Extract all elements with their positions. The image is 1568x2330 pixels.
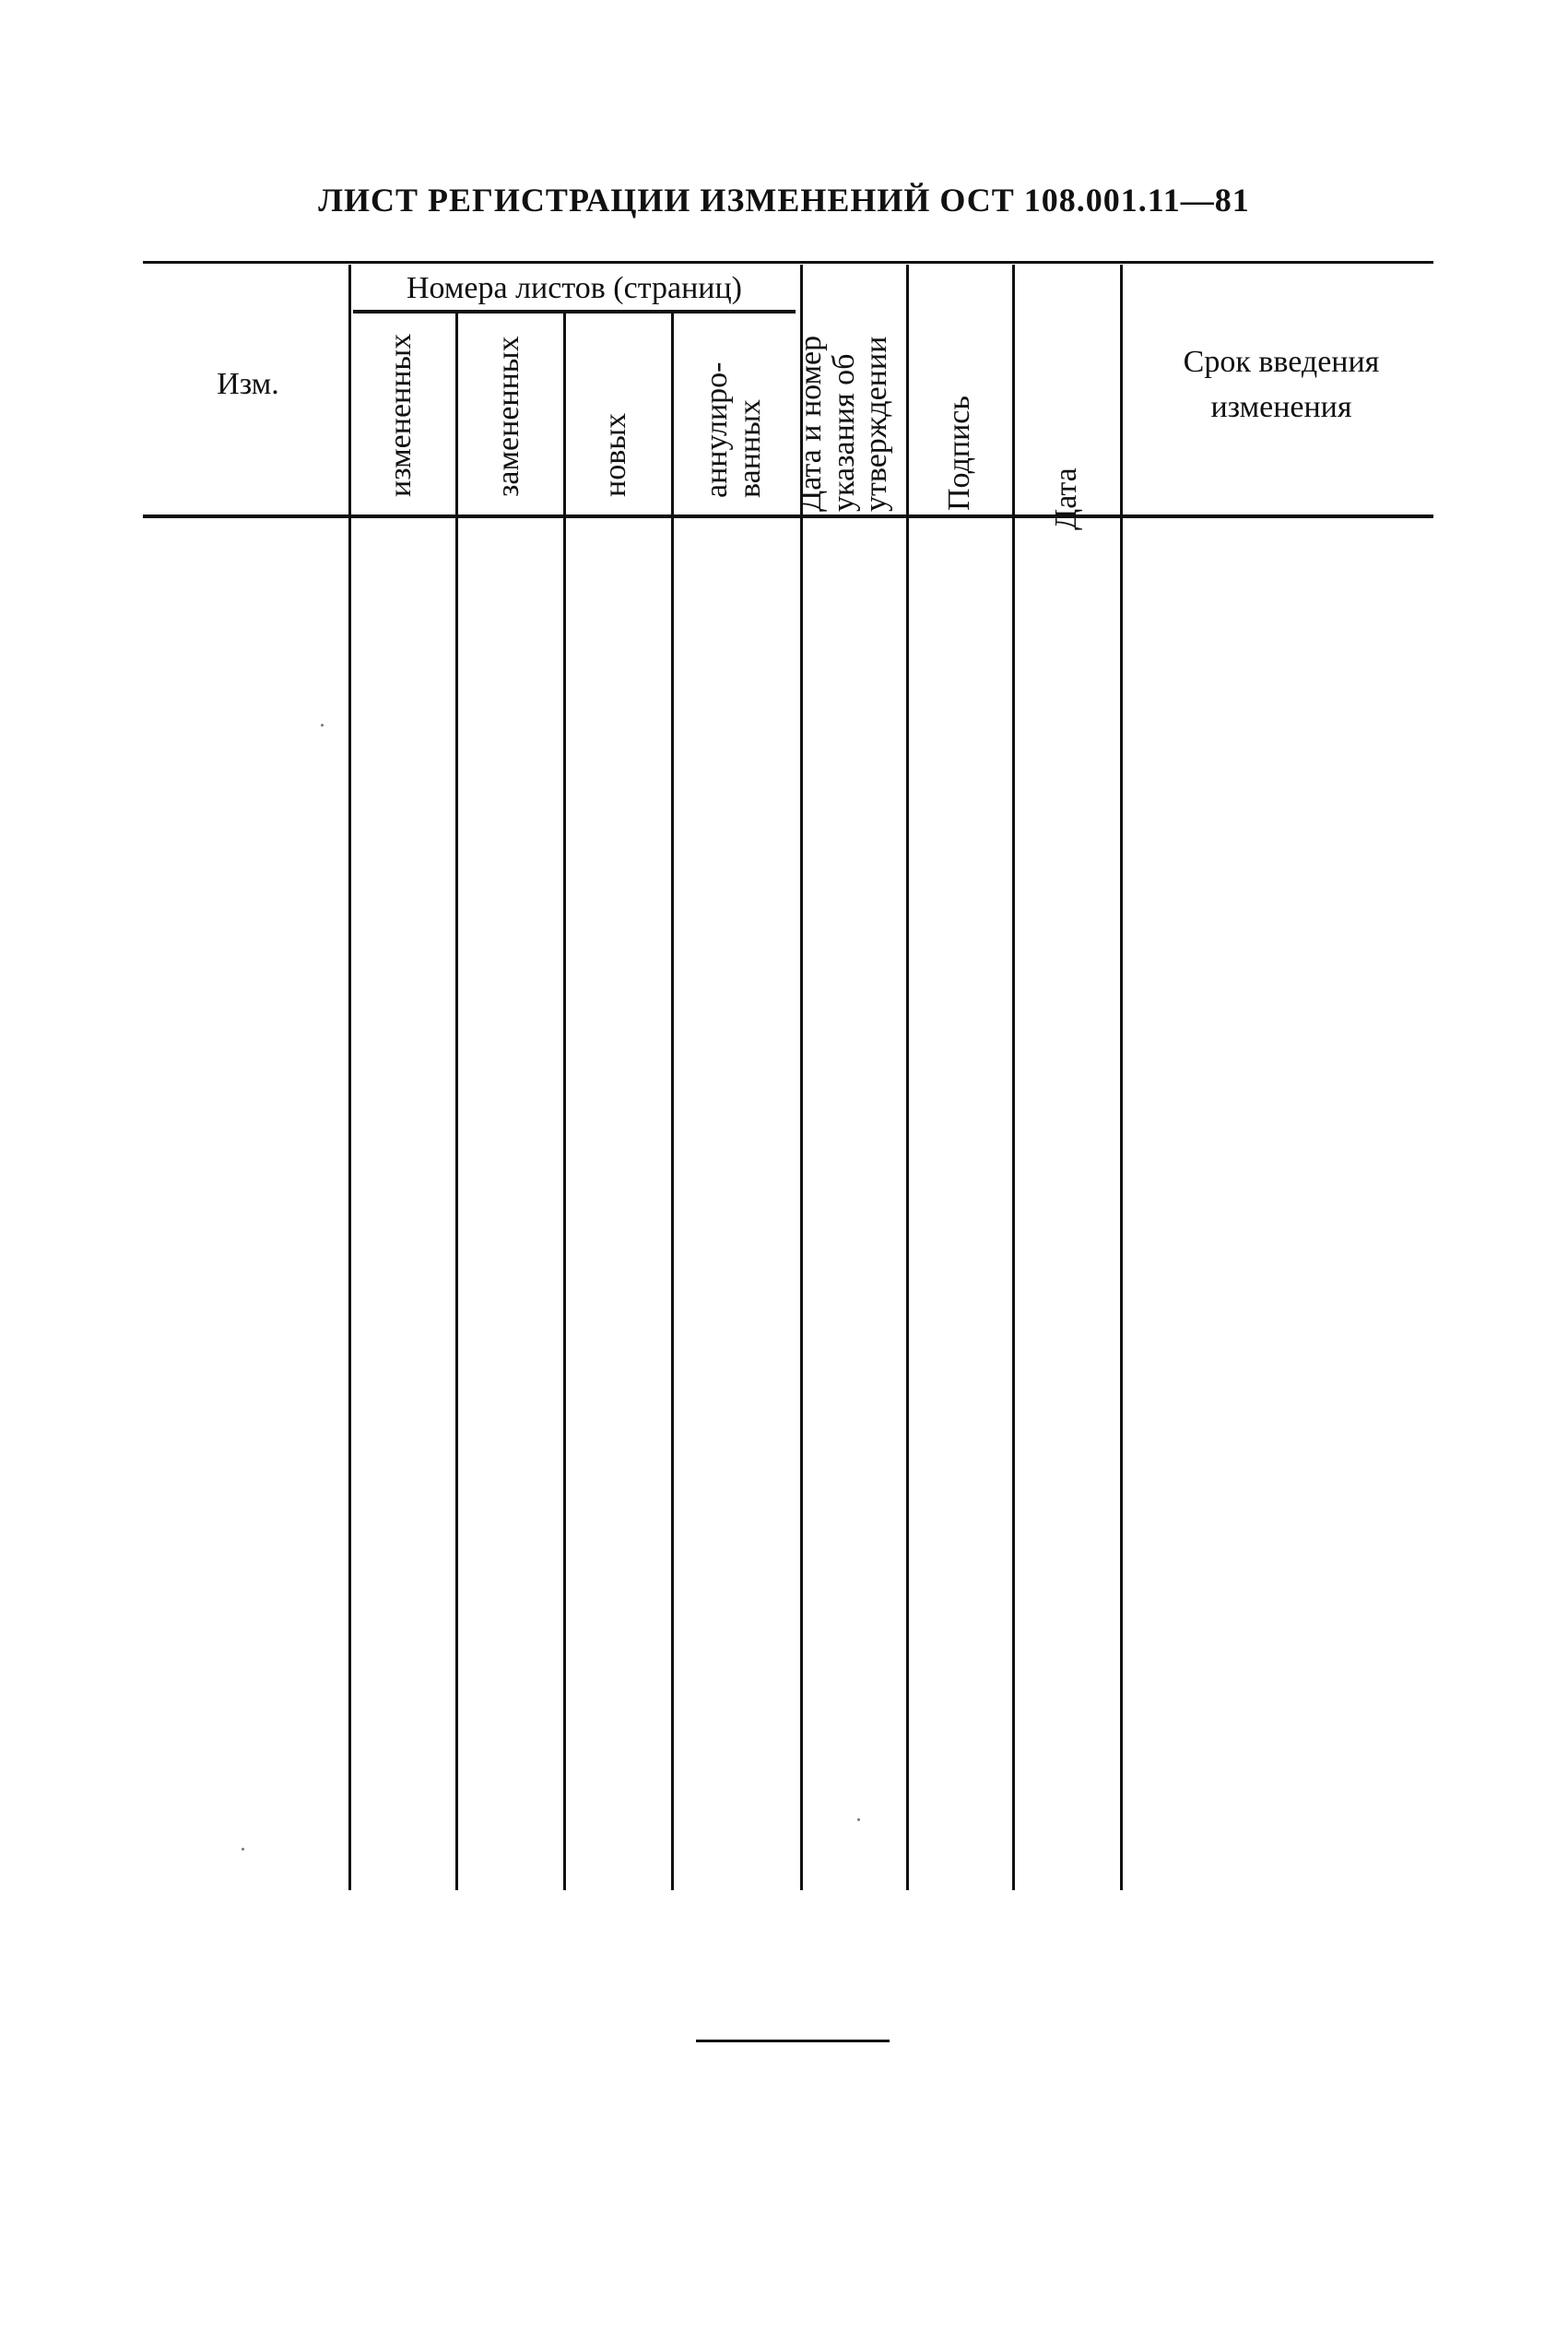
header-srok-line2: изменения — [1210, 390, 1352, 425]
header-annulirovannykh-line1: аннулиро- — [700, 361, 734, 498]
header-srok-line1: Срок введения — [1183, 345, 1380, 379]
col-divider-2 — [455, 313, 458, 1890]
group-header-underline — [353, 310, 796, 313]
header-page-numbers-group: Номера листов (страниц) — [406, 271, 742, 305]
header-data — [1050, 364, 1085, 530]
header-data-ukazaniya — [795, 268, 896, 512]
scan-speck — [321, 724, 324, 727]
header-zamenennykh — [492, 331, 527, 497]
header-data-ukazaniya-line3: утверждении — [859, 336, 894, 512]
header-data-text: Дата — [1049, 467, 1083, 530]
col-divider-3 — [563, 313, 566, 1890]
header-izm: Изм. — [217, 367, 279, 401]
header-izmenennykh — [384, 331, 419, 497]
col-divider-8 — [1120, 265, 1123, 1890]
col-divider-4 — [671, 313, 674, 1890]
header-podpis-text: Подпись — [942, 396, 976, 511]
header-data-ukazaniya-line2: указания об — [826, 353, 861, 512]
scan-speck — [242, 1848, 244, 1851]
header-novykh — [599, 331, 634, 497]
table-top-rule — [143, 261, 1433, 264]
col-divider-7 — [1012, 265, 1015, 1890]
footer-rule — [696, 2040, 890, 2042]
header-annulirovannykh — [701, 332, 769, 498]
header-izmenennykh-text: измененных — [383, 333, 418, 497]
header-podpis — [943, 345, 978, 511]
header-data-ukazaniya-line1: Дата и номер — [794, 335, 828, 512]
scan-speck — [857, 1818, 860, 1821]
header-zamenennykh-text: замененных — [491, 336, 525, 497]
col-divider-6 — [906, 265, 909, 1890]
header-novykh-text: новых — [598, 412, 632, 497]
col-divider-1 — [348, 265, 351, 1890]
document-title: ЛИСТ РЕГИСТРАЦИИ ИЗМЕНЕНИЙ ОСТ 108.001.11—81 — [318, 182, 1250, 219]
header-annulirovannykh-line2: ванных — [732, 399, 767, 498]
header-srok — [1125, 339, 1438, 431]
header-bottom-rule — [143, 514, 1433, 518]
